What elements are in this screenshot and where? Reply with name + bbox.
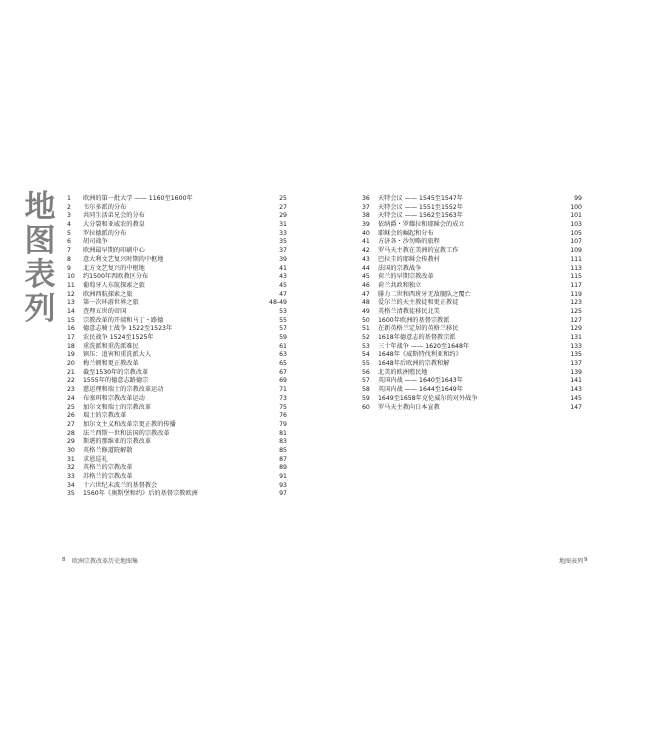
entry-page: 123 [570, 299, 582, 307]
entry-title: 梅兰顿和更正教改革 [83, 360, 139, 368]
map-list-entry [362, 395, 582, 404]
entry-title: 第一次环游世界之旅 [83, 299, 139, 307]
entry-page: 35 [279, 238, 287, 246]
entry-title: 胡司战争 [83, 238, 108, 246]
entry-page: 111 [570, 255, 582, 263]
entry-number: 48 [362, 299, 370, 307]
map-list-entry [67, 473, 287, 482]
entry-number: 47 [362, 290, 370, 298]
entry-title: 荷兰的早期宗教改革 [378, 273, 434, 281]
entry-page: 55 [279, 316, 287, 324]
map-list-entry [67, 351, 287, 360]
entry-number: 40 [362, 229, 370, 237]
entry-title: 法国的宗教战争 [378, 264, 422, 272]
entry-number: 17 [67, 334, 75, 341]
entry-title: 苏格兰的宗教改革 [83, 473, 133, 480]
entry-title: 1560年《奥斯堡和约》后的基督宗教欧洲 [83, 490, 198, 498]
entry-number: 34 [67, 481, 75, 489]
entry-title: 依纳爵・罗耀拉和耶稣会的成立 [378, 221, 465, 229]
entry-title: 英格兰的宗教改革 [83, 464, 133, 472]
entry-number: 58 [362, 386, 370, 394]
entry-number: 32 [67, 464, 75, 472]
map-list-entry [362, 256, 582, 265]
entry-number: 60 [362, 403, 370, 411]
page-title: 地图表列 [24, 189, 56, 327]
entry-number: 59 [362, 394, 370, 402]
entry-number: 13 [67, 299, 75, 307]
map-list-entry [67, 282, 287, 291]
entry-number: 49 [362, 307, 370, 315]
entry-number: 38 [362, 212, 370, 220]
map-list-entry [67, 291, 287, 300]
entry-title: 慈运理和瑞士的宗教改革运动 [83, 386, 164, 394]
entry-title: 英国内战 —— 1640至1643年 [378, 377, 463, 385]
entry-page: 65 [279, 360, 287, 368]
entry-title: 加尔文和瑞士的宗教改革 [83, 403, 152, 411]
entry-page: 89 [279, 464, 287, 472]
entry-title: 约1500年西欧教区分布 [83, 273, 149, 281]
map-list-entry [67, 256, 287, 265]
entry-title: 镇压：追害和重洗派大人 [83, 351, 152, 359]
map-list-entry [67, 273, 287, 282]
left-page-number: 8 [62, 557, 66, 563]
entry-number: 42 [362, 247, 370, 255]
entry-title: 在新英格兰定居的英格兰移民 [378, 325, 459, 333]
entry-number: 50 [362, 316, 370, 324]
map-list-entry [362, 212, 582, 221]
entry-number: 19 [67, 351, 75, 359]
map-list-entry [362, 325, 582, 334]
map-list-entry [67, 308, 287, 317]
entry-number: 30 [67, 446, 75, 454]
entry-title: 爱尔兰的天主教徒和更正教徒 [378, 299, 459, 307]
entry-number: 24 [67, 394, 75, 402]
entry-number: 35 [67, 490, 75, 498]
map-list-entry [67, 247, 287, 256]
entry-title: 宗教改革的开端和马丁・路德 [83, 316, 164, 324]
entry-title: 德意志骑士战争 1522至1523年 [83, 325, 173, 333]
entry-number: 9 [67, 264, 71, 272]
entry-number: 15 [67, 316, 75, 324]
entry-number: 28 [67, 429, 75, 437]
entry-page: 133 [570, 342, 582, 350]
map-list-entry [67, 404, 287, 413]
entry-page: 59 [279, 334, 287, 341]
entry-title: 共同生活弟兄会的分布 [83, 212, 145, 220]
entry-page: 75 [279, 403, 287, 411]
entry-title: 耶稣会的崛起和分布 [378, 229, 434, 237]
entry-title: 北美的欧洲殖民地 [378, 368, 428, 376]
entry-page: 85 [279, 446, 287, 454]
map-list-entry [67, 386, 287, 395]
entry-page: 117 [570, 281, 582, 289]
entry-number: 16 [67, 325, 75, 333]
map-list-entry [362, 282, 582, 291]
entry-number: 18 [67, 342, 75, 350]
entry-page: 129 [570, 325, 582, 333]
map-list-entry [362, 334, 582, 343]
entry-title: 欧洲的第一批大学 —— 1160至1600年 [83, 195, 193, 202]
entry-number: 52 [362, 334, 370, 341]
entry-number: 36 [362, 195, 370, 202]
entry-title: 方济各・沙勿略的旅程 [378, 238, 440, 246]
entry-page: 145 [570, 394, 582, 402]
map-list-entry [67, 334, 287, 343]
map-list-entry [362, 377, 582, 386]
map-list-entry [362, 221, 582, 230]
entry-title: 葡萄牙人东航探索之旅 [83, 281, 145, 289]
map-list-entry [67, 438, 287, 447]
entry-number: 5 [67, 229, 71, 237]
entry-page: 135 [570, 351, 582, 359]
entry-page: 57 [279, 325, 287, 333]
map-list-entry [67, 195, 287, 204]
entry-page: 125 [570, 307, 582, 315]
entry-number: 45 [362, 273, 370, 281]
entry-title: 罗马天主教向日本宣教 [378, 403, 440, 411]
entry-title: 1648年《威斯特伐利亚和约》 [378, 351, 462, 359]
map-list-entry [67, 412, 287, 421]
entry-number: 4 [67, 221, 71, 229]
entry-number: 44 [362, 264, 370, 272]
entry-title: 欧洲最早期的印刷中心 [83, 247, 145, 255]
entry-page: 45 [279, 281, 287, 289]
entry-page: 67 [279, 368, 287, 376]
entry-number: 39 [362, 221, 370, 229]
entry-title: 1600年欧洲的基督宗教派 [378, 316, 450, 324]
entry-title: 意大利文艺复兴时期的中枢地 [83, 255, 164, 263]
entry-page: 63 [279, 351, 287, 359]
entry-page: 103 [570, 221, 582, 229]
entry-number: 31 [67, 455, 75, 463]
entry-page: 79 [279, 420, 287, 428]
entry-page: 109 [570, 247, 582, 255]
entry-page: 147 [570, 403, 582, 411]
entry-number: 57 [362, 377, 370, 385]
entry-number: 12 [67, 290, 75, 298]
entry-page: 73 [279, 394, 287, 402]
entry-title: 英格兰修道院解散 [83, 446, 133, 454]
map-list-entry [362, 351, 582, 360]
entry-page: 127 [570, 316, 582, 324]
entry-page: 31 [279, 221, 287, 229]
entry-page: 115 [570, 273, 582, 281]
entry-title: 三十年战争 —— 1620至1648年 [378, 342, 470, 350]
entry-number: 51 [362, 325, 370, 333]
entry-number: 56 [362, 368, 370, 376]
map-list-entry [67, 317, 287, 326]
entry-number: 21 [67, 368, 75, 376]
entry-number: 23 [67, 386, 75, 394]
entry-number: 27 [67, 420, 75, 428]
entry-number: 3 [67, 212, 71, 220]
entry-page: 39 [279, 255, 287, 263]
map-list-entry [67, 421, 287, 430]
map-list-entry [362, 195, 582, 204]
entry-page: 100 [570, 203, 582, 211]
entry-page: 141 [570, 377, 582, 385]
right-page-number: 9 [584, 557, 588, 563]
map-list-entry [362, 291, 582, 300]
entry-number: 53 [362, 342, 370, 350]
entry-title: 十六世纪末波兰的基督教会 [83, 481, 158, 489]
entry-page: 27 [279, 203, 287, 211]
left-running-title: 欧洲宗教改革历史地图集 [72, 558, 139, 565]
entry-page: 93 [279, 481, 287, 489]
map-list-entry [67, 325, 287, 334]
right-running-title: 地图表列 [559, 558, 584, 565]
entry-page: 41 [279, 264, 287, 272]
entry-title: 欧洲西航探索之旅 [83, 290, 133, 298]
entry-page: 131 [570, 334, 582, 341]
entry-number: 10 [67, 273, 75, 281]
entry-page: 105 [570, 229, 582, 237]
map-list-entry [362, 360, 582, 369]
entry-title: 天特会议 —— 1562至1563年 [378, 212, 463, 220]
map-list-entry [362, 308, 582, 317]
entry-title: 查理五世的帝国 [83, 307, 127, 315]
entry-number: 26 [67, 412, 75, 420]
entry-number: 6 [67, 238, 71, 246]
entry-number: 29 [67, 438, 75, 446]
map-list-entry [362, 386, 582, 395]
entry-page: 76 [279, 412, 287, 420]
entry-page: 53 [279, 307, 287, 315]
entry-number: 54 [362, 351, 370, 359]
entry-number: 37 [362, 203, 370, 211]
entry-title: 韦尔多派的分布 [83, 203, 127, 211]
entry-number: 46 [362, 281, 370, 289]
map-list-entry [67, 238, 287, 247]
map-list-left-column [67, 195, 287, 499]
entry-title: 腓力二世和西班牙无敌舰队之覆亡 [378, 290, 471, 298]
entry-title: 求恩巡礼 [83, 455, 108, 463]
map-list-entry [67, 360, 287, 369]
map-list-entry [362, 273, 582, 282]
entry-number: 43 [362, 255, 370, 263]
entry-title: 重洗派和重洗派难民 [83, 342, 139, 350]
entry-title: 1618年德意志的基督教宗派 [378, 334, 456, 341]
entry-title: 截至1530年的宗教改革 [83, 368, 149, 376]
entry-title: 罗拉德派的分布 [83, 229, 127, 237]
entry-title: 农民战争 1524至1525年 [83, 334, 154, 341]
map-list-entry [362, 247, 582, 256]
map-list-entry [67, 456, 287, 465]
entry-number: 2 [67, 203, 71, 211]
entry-page: 81 [279, 429, 287, 437]
entry-page: 29 [279, 212, 287, 220]
entry-number: 25 [67, 403, 75, 411]
entry-title: 加尔文主义和改革宗更正教的传播 [83, 420, 176, 428]
entry-number: 22 [67, 377, 75, 385]
entry-page: 139 [570, 368, 582, 376]
entry-title: 1555年的德意志路德宗 [83, 377, 149, 385]
entry-page: 113 [570, 264, 582, 272]
entry-page: 119 [570, 290, 582, 298]
entry-page: 43 [279, 273, 287, 281]
entry-title: 瑞士的宗教改革 [83, 412, 127, 420]
entry-page: 61 [279, 342, 287, 350]
entry-page: 47 [279, 290, 287, 298]
entry-title: 英国内战 —— 1644至1649年 [378, 386, 463, 394]
entry-number: 20 [67, 360, 75, 368]
entry-title: 英格兰清教徒移民北美 [378, 307, 440, 315]
map-list-entry [362, 404, 582, 413]
map-list-entry [67, 212, 287, 221]
map-list-entry [67, 464, 287, 473]
entry-number: 8 [67, 255, 71, 263]
entry-title: 斯堪的那维亚的宗教改革 [83, 438, 152, 446]
map-list-entry [362, 299, 582, 308]
map-list-entry [67, 430, 287, 439]
entry-page: 33 [279, 229, 287, 237]
entry-title: 天特会议 —— 1551至1552年 [378, 203, 463, 211]
entry-title: 1648年后欧洲的宗教和解 [378, 360, 450, 368]
entry-number: 33 [67, 473, 75, 480]
entry-page: 101 [570, 212, 582, 220]
entry-number: 11 [67, 281, 75, 289]
entry-number: 1 [67, 195, 71, 202]
map-list-entry [67, 395, 287, 404]
entry-page: 69 [279, 377, 287, 385]
entry-title: 天特会议 —— 1545至1547年 [378, 195, 463, 202]
entry-title: 1649至1658年克伦威尔的对外战争 [378, 394, 478, 402]
entry-number: 7 [67, 247, 71, 255]
entry-title: 荷兰共政和独立 [378, 281, 422, 289]
entry-page: 37 [279, 247, 287, 255]
entry-title: 布塞珥和宗教改革运动 [83, 394, 145, 402]
entry-page: 91 [279, 473, 287, 480]
map-list-entry [67, 265, 287, 274]
map-list-entry [67, 447, 287, 456]
entry-number: 14 [67, 307, 75, 315]
entry-title: 法兰西斯一世和法国的宗教改革 [83, 429, 170, 437]
entry-page: 107 [570, 238, 582, 246]
entry-page: 71 [279, 386, 287, 394]
entry-title: 罗马天主教在美洲的宣教工作 [378, 247, 459, 255]
entry-page: 25 [279, 195, 287, 202]
entry-page: 87 [279, 455, 287, 463]
map-list-entry [67, 299, 287, 308]
map-list-entry [67, 221, 287, 230]
map-list-right-column [362, 195, 582, 412]
map-list-entry [362, 238, 582, 247]
map-list-entry [362, 317, 582, 326]
entry-title: 巴拉圭的耶稣会传教村 [378, 255, 440, 263]
map-list-entry [362, 265, 582, 274]
map-list-entry [67, 377, 287, 386]
entry-title: 大分裂和亚威农的教皇 [83, 221, 145, 229]
entry-number: 55 [362, 360, 370, 368]
entry-page: 99 [574, 195, 582, 202]
entry-page: 97 [279, 490, 287, 498]
entry-page: 137 [570, 360, 582, 368]
map-list-entry [67, 490, 287, 499]
entry-title: 北方文艺复兴的中枢地 [83, 264, 145, 272]
entry-number: 41 [362, 238, 370, 246]
entry-page: 48-49 [269, 299, 287, 307]
entry-page: 83 [279, 438, 287, 446]
entry-page: 143 [570, 386, 582, 394]
